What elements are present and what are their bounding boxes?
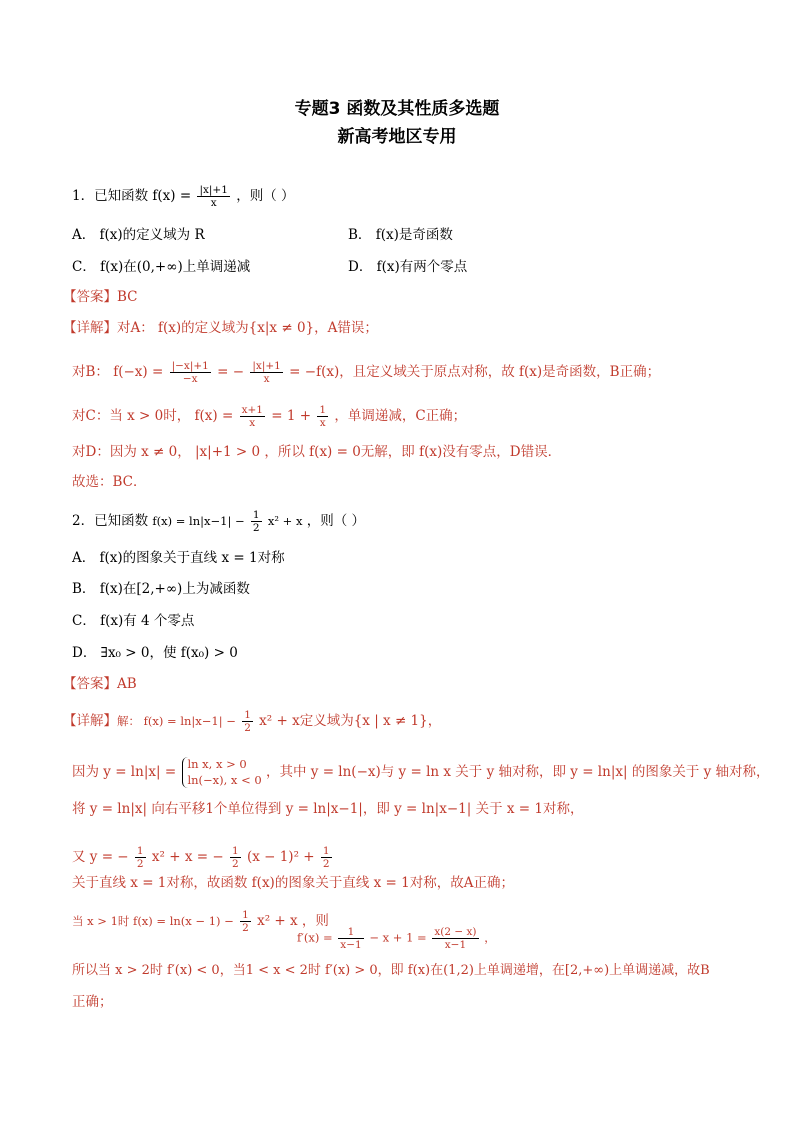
q1-detail-c (72, 404, 466, 429)
q1-detail-c-frac1 (240, 404, 265, 429)
frac-num: |−x|+1 (171, 360, 209, 372)
frac-den: 2 (242, 922, 249, 935)
page-subtitle: 新高考地区专用 (337, 127, 457, 147)
frac-den: x−1 (340, 939, 362, 952)
q2-answer-tag: 【答案】 (63, 676, 117, 692)
frac-num: x(2 − x) (434, 926, 477, 938)
page-title: 专题3 函数及其性质多选题 (294, 99, 500, 119)
q1-function-fraction (197, 184, 229, 209)
q1-frac-den: x (210, 197, 217, 210)
q2-detail-8: 所以当 x > 2时 f′(x) < 0，当1 < x < 2时 f′(x) > 0，即 f(x)在(1,2)上单调递增，在[2,+∞)上单调递减，故B (72, 963, 710, 978)
q2-detail-5: 关于直线 x = 1对称，故函数 f(x)的图象关于直线 x = 1对称，故A正确； (72, 875, 514, 891)
q2-option-a: A． f(x)的图象关于直线 x = 1对称 (72, 550, 285, 566)
q2-d4-a: 又 y = − (72, 849, 129, 866)
frac-num: 1 (322, 845, 330, 857)
q1-detail-d: 对D：因为 x ≠ 0， |x|+1 > 0 ，所以 f(x) = 0无解，即 f(x)没有零点，D错误． (72, 444, 562, 460)
q2-d4-frac3 (321, 845, 332, 870)
q2-d2-b: ，其中 y = ln(−x)与 y = ln x 关于 y 轴对称，即 y = ln|x| 的图象关于 y 轴对称， (265, 764, 770, 781)
q1-detail-b-frac2 (250, 360, 282, 385)
q1-lead: 1．已知函数 (72, 188, 149, 205)
frac-den: x (249, 417, 256, 430)
piecewise-case-2: ln(−x), x < 0 (187, 772, 262, 787)
q2-detail-1 (63, 709, 441, 734)
frac-num: 1 (244, 709, 251, 721)
frac-den: −x (182, 373, 198, 386)
frac-den: 2 (322, 858, 330, 871)
q1-detail-c-frac2 (317, 404, 328, 429)
frac-den: 2 (252, 522, 260, 535)
q2-answer-value: AB (117, 676, 137, 692)
frac-den: x−1 (444, 939, 467, 952)
q1-answer (63, 291, 138, 305)
q2-lead: 2．已知函数 (72, 513, 149, 530)
q2-d1-a: 解： f(x) = ln|x−1| − (117, 714, 236, 729)
q2-detail-2 (72, 757, 770, 788)
q2-d4-frac1 (135, 845, 146, 870)
q1-detail-c-mid: = 1 + (271, 408, 312, 425)
q1-frac-num: |x|+1 (199, 184, 228, 196)
frac-num: x+1 (241, 404, 263, 416)
q2-func-b: x² + x (267, 514, 303, 529)
q2-func-frac (251, 509, 262, 534)
q1-option-c: C． f(x)在(0,+∞)上单调递减 (72, 259, 251, 275)
q2-d7-b: − x + 1 = (369, 930, 427, 945)
q2-detail-4 (72, 845, 334, 870)
q2-option-d: D． ∃x₀ > 0，使 f(x₀) > 0 (72, 645, 238, 661)
q2-d6-b: x² + x ，则 (257, 913, 329, 930)
q1-detail-tag: 【详解】 (63, 320, 117, 336)
q2-stem (72, 509, 365, 534)
piecewise-case-1: ln x, x > 0 (187, 757, 247, 771)
q2-detail-tag: 【详解】 (63, 713, 117, 730)
q2-d6-frac (240, 909, 251, 934)
q1-tail: ，则（ ） (236, 188, 295, 205)
q1-detail-a (63, 322, 378, 336)
q1-answer-tag: 【答案】 (63, 289, 117, 305)
q2-d4-b: x² + x = − (151, 849, 224, 866)
q2-d7-c: ， (484, 930, 496, 945)
frac-den: x (263, 373, 270, 386)
frac-den: x (319, 417, 326, 430)
q1-detail-b-mid: = − (217, 364, 245, 381)
q1-detail-c-tail: ，单调递减，C正确； (334, 408, 467, 425)
q2-d4-frac2 (230, 845, 241, 870)
q2-d2-a: 因为 y = ln|x| = (72, 764, 177, 781)
q2-option-c: C． f(x)有 4 个零点 (72, 613, 195, 629)
q2-d2-piecewise (182, 757, 261, 788)
q1-option-a: A． f(x)的定义域为 R (72, 227, 205, 243)
q1-detail-a-text: 对A： f(x)的定义域为{x|x ≠ 0}，A错误； (117, 320, 378, 336)
q1-answer-value: BC (117, 289, 138, 305)
frac-den: 2 (136, 858, 144, 871)
q1-detail-b-frac1 (170, 360, 211, 385)
q2-d1-frac (242, 709, 253, 734)
frac-num: 1 (338, 926, 363, 939)
q2-detail-3: 将 y = ln|x| 向右平移1个单位得到 y = ln|x−1|，即 y = ln|x−1| 关于 x = 1对称， (72, 801, 584, 817)
frac-num: 1 (252, 509, 260, 521)
q1-detail-b (72, 360, 660, 385)
q2-answer (63, 678, 137, 692)
frac-num: 1 (231, 845, 239, 857)
frac-num: 1 (242, 909, 249, 921)
q1-option-d: D． f(x)有两个零点 (348, 259, 468, 275)
q2-detail-7 (297, 926, 496, 951)
frac-num: 1 (319, 404, 327, 416)
q2-d7-frac1 (338, 926, 363, 951)
q2-func-a: f(x) = ln|x−1| − (152, 514, 245, 529)
q1-detail-b-lead: 对B： f(−x) = (72, 364, 164, 381)
q2-tail: ，则（ ） (306, 513, 366, 530)
q2-detail-6 (72, 909, 329, 934)
q2-d4-c: (x − 1)² + (246, 849, 315, 866)
frac-num: 1 (136, 845, 144, 857)
q2-d1-b: x² + x定义域为{x | x ≠ 1}， (259, 713, 442, 730)
frac-den: 2 (244, 722, 251, 735)
q2-d7-frac2 (432, 926, 478, 951)
q1-conclusion: 故选：BC． (72, 474, 147, 490)
frac-den: 2 (231, 858, 239, 871)
q2-d7-a: f′(x) = (297, 930, 333, 945)
q2-d6-a: 当 x > 1时 f(x) = ln(x − 1) − (72, 914, 234, 929)
q1-detail-b-tail: = −f(x)，且定义域关于原点对称，故 f(x)是奇函数，B正确； (289, 364, 661, 381)
q1-detail-c-lead: 对C：当 x > 0时， f(x) = (72, 408, 234, 425)
q1-option-b: B． f(x)是奇函数 (348, 227, 453, 243)
frac-num: |x|+1 (252, 360, 281, 372)
q1-stem (72, 184, 295, 209)
q1-function-name: f(x) = (152, 188, 192, 205)
q2-option-b: B． f(x)在[2,+∞)上为减函数 (72, 581, 250, 597)
q2-detail-9: 正确； (72, 994, 113, 1010)
